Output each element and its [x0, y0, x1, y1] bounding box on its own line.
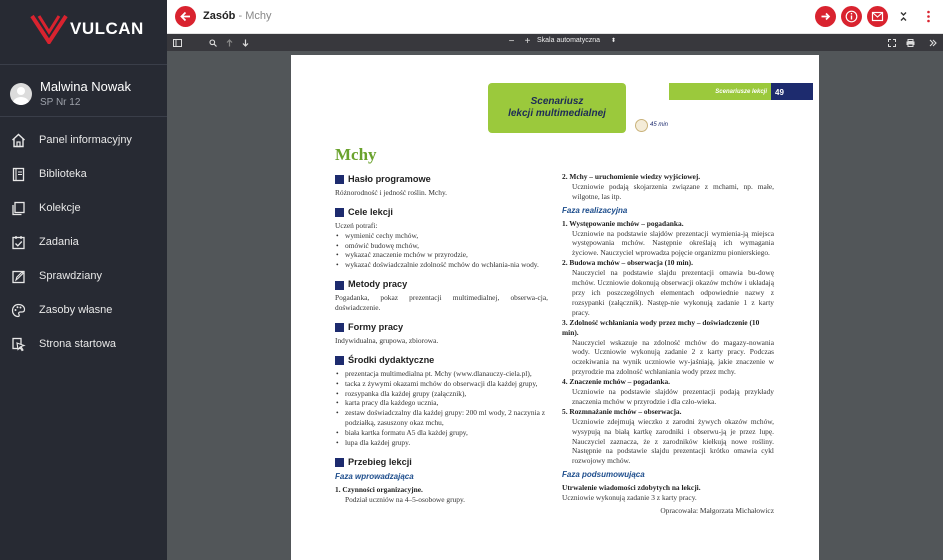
page-number: 49: [771, 83, 813, 100]
vulcan-logo[interactable]: [30, 14, 144, 44]
sidebar-item-label: Zasoby własne: [39, 304, 113, 316]
pdf-viewer[interactable]: [167, 51, 943, 560]
double-chevron-right-icon: [929, 39, 937, 47]
tools-button[interactable]: [927, 37, 938, 48]
list-item: • rozsypanka dla każdej grupy (załącznik),: [335, 389, 548, 399]
section-heading: Cele lekcji: [335, 208, 548, 218]
numbered-item: 4. Znaczenie mchów – pogadanka.: [562, 377, 670, 387]
arrow-right-icon: [820, 11, 831, 22]
sidebar-item-zasoby-wlasne[interactable]: [0, 293, 167, 327]
top-bar-actions: [815, 6, 943, 27]
info-icon: [845, 10, 858, 23]
user-name: Malwina Nowak: [40, 79, 132, 94]
section-heading: Formy pracy: [335, 323, 548, 333]
paragraph: Podział uczniów na 4–5-osobowe grupy.: [345, 494, 466, 504]
list-item: • wymienić cechy mchów,: [335, 231, 548, 241]
sidebar-item-kolekcje[interactable]: [0, 191, 167, 225]
list-item: • wykazać doświadczalnie zdolność mchów do wchłania-nia wody.: [335, 260, 548, 270]
toggle-sidebar-button[interactable]: [172, 37, 183, 48]
sidebar-item-zadania[interactable]: [0, 225, 167, 259]
sidebar-item-label: Panel informacyjny: [39, 134, 132, 146]
list-item: • karta pracy dla każdego ucznia,: [335, 398, 548, 408]
info-button[interactable]: [841, 6, 862, 27]
collapse-icon: [898, 11, 909, 22]
pdf-toolbar: [167, 34, 943, 51]
section-heading: Środki dydaktyczne: [335, 356, 548, 366]
sidebar-nav: [0, 123, 167, 361]
document-title: Mchy: [335, 145, 377, 164]
paragraph: Nauczyciel na podstawie slajdu prezentacji omawia bu-dowę mchów. Uczniowie dokonują obserwacji okazów mchów i układają przy ich poszczególnych elementach odpowiednie nazwy z rozsypanki (załącznik). Następ-nie wykonują zadanie 1 z karty pracy.: [572, 268, 774, 317]
start-page-icon: [10, 336, 26, 352]
numbered-item: 3. Zdolność wchłaniania wody przez mchy – doświadczenie (10 min).: [562, 317, 760, 337]
sidebar-item-panel[interactable]: [0, 123, 167, 157]
phase-heading: Faza realizacyjna: [562, 205, 628, 215]
previous-page-button[interactable]: [224, 37, 235, 48]
more-options-button[interactable]: [918, 6, 939, 27]
numbered-item: 5. Rozmnażanie mchów – obserwacja.: [562, 406, 682, 416]
list-item: • biała kartka formatu A5 dla każdej grupy,: [335, 428, 548, 438]
breadcrumb-title: Zasób: [203, 10, 236, 22]
home-icon: [10, 132, 26, 148]
phase-heading: Faza podsumowująca: [562, 470, 645, 480]
breadcrumb: [203, 10, 271, 22]
paragraph: Nauczyciel wskazuje na zdolność mchów do magazy-nowania wody. Uczniowie wykonują zadanie 2 z karty pracy. Podczas oczekiwania na wynik uczniowie wy-jaśniają, jakie znaczenie w przyrodzie ma zdolność wchłaniania wody przez mchy.: [572, 337, 774, 377]
paragraph: Uczeń potrafi:: [335, 220, 378, 230]
scenario-tag-line1: Scenariusz: [530, 96, 584, 107]
avatar: [10, 83, 32, 105]
list-item: • zestaw doświadczalny dla każdej grupy: 200 ml wody, 2 naczynia z podziałką, zasuszony okaz mchu,: [335, 408, 548, 428]
print-button[interactable]: [905, 37, 916, 48]
select-arrow-icon: ⬍: [611, 38, 617, 44]
search-button[interactable]: [207, 37, 218, 48]
search-icon: [209, 39, 217, 47]
list-item: • omówić budowę mchów,: [335, 241, 548, 251]
numbered-item: 2. Mchy – uruchomienie wiedzy wyjściowej.: [562, 172, 701, 181]
list-item: • wykazać znaczenie mchów w przyrodzie,: [335, 250, 548, 260]
list-item: • prezentacja multimedialna pt. Mchy (www.dlanauczy-ciela.pl),: [335, 369, 548, 379]
pdf-page: [291, 55, 819, 560]
paragraph: Uczniowie wykonują zadanie 3 z karty pracy.: [562, 493, 697, 503]
summary-heading: Utrwalenie wiadomości zdobytych na lekcji.: [562, 483, 701, 493]
numbered-item: 2. Budowa mchów – obserwacja (10 min).: [562, 258, 693, 268]
vulcan-logo-icon: [30, 14, 68, 44]
page-header-label: Scenariusze lekcji: [669, 83, 771, 100]
add-to-collection-button[interactable]: [815, 6, 836, 27]
test-icon: [10, 268, 26, 284]
sidebar-item-sprawdziany[interactable]: [0, 259, 167, 293]
arrow-up-icon: [226, 39, 233, 47]
back-button[interactable]: [175, 6, 196, 27]
breadcrumb-subtitle: Mchy: [245, 10, 272, 22]
section-heading: Przebieg lekcji: [335, 458, 548, 468]
zoom-select[interactable]: [537, 37, 616, 44]
task-icon: [10, 234, 26, 250]
user-profile[interactable]: [10, 79, 131, 108]
book-icon: [10, 166, 26, 182]
list-item: • lupa dla każdej grupy.: [335, 438, 548, 448]
scenario-tag-line2: lekcji multimedialnej: [508, 108, 606, 119]
paragraph: Indywidualna, grupowa, zbiorowa.: [335, 335, 439, 345]
sidebar-item-strona-startowa[interactable]: [0, 327, 167, 361]
right-column: [562, 172, 774, 516]
lesson-duration: 45 min: [650, 122, 669, 128]
sidebar-divider: [0, 116, 167, 117]
numbered-item: 1. Czynności organizacyjne.: [335, 484, 423, 494]
arrow-left-icon: [180, 11, 191, 22]
breadcrumb-separator: -: [238, 10, 243, 22]
list-item: • tacka z żywymi okazami mchów do obserwacji dla każdej grupy,: [335, 379, 548, 389]
paragraph: Uczniowie na podstawie slajdów prezentacji wymienia-ją miejsca występowania mchów. Następnie określają ich wymagania życiowe. Nauczyciel wprowadza pojęcie organizmu pionierskiego.: [572, 228, 774, 258]
author-credit: Opracowała: Małgorzata Michałowicz: [660, 506, 774, 515]
paragraph: Uczniowie zdejmują wieczko z zarodni żywych okazów mchów, wysypują na białą kartkę zarodniki i obserwu-ją je przez lupę. Nauczyciel zaznacza, że z zarodników kiełkują nowe rośliny. Następnie na podstawie slajdu prezentacji krótko omawia cykl rozwojowy mchów.: [572, 416, 774, 466]
top-bar: [167, 0, 943, 34]
clock-icon: [635, 119, 648, 132]
sidebar-item-label: Strona startowa: [39, 338, 117, 350]
paragraph: Różnorodność i jedność roślin. Mchy.: [335, 187, 448, 197]
next-page-button[interactable]: [240, 37, 251, 48]
section-heading: Metody pracy: [335, 280, 548, 290]
arrow-down-icon: [242, 39, 249, 47]
sidebar-item-biblioteka[interactable]: [0, 157, 167, 191]
presentation-mode-button[interactable]: [886, 37, 897, 48]
numbered-item: 1. Występowanie mchów – pogadanka.: [562, 218, 684, 228]
paragraph: Uczniowie podają skojarzenia związane z mchami, np. małe, wilgotne, las itp.: [572, 181, 774, 201]
paragraph: Pogadanka, pokaz prezentacji multimedialnej, obserwa-cja, doświadczenie.: [335, 293, 548, 313]
sidebar-item-label: Biblioteka: [39, 168, 87, 180]
collection-icon: [10, 200, 26, 216]
phase-heading: Faza wprowadzająca: [335, 471, 414, 481]
paragraph: Uczniowie na podstawie slajdów prezentacji podają przykłady znaczenia mchów w przyrodzie i dla czło-wieka.: [572, 387, 774, 406]
zoom-in-button[interactable]: +: [524, 36, 531, 47]
section-heading: Hasło programowe: [335, 175, 548, 185]
collapse-button[interactable]: [893, 6, 914, 27]
sidebar-divider: [0, 64, 167, 65]
sidebar-toggle-icon: [173, 39, 182, 47]
envelope-icon: [871, 10, 884, 23]
print-icon: [906, 39, 915, 47]
kebab-menu-icon: [926, 10, 931, 23]
zoom-out-button[interactable]: −: [508, 36, 515, 47]
logo-text: VULCAN: [70, 19, 144, 38]
sidebar-item-label: Kolekcje: [39, 202, 81, 214]
user-school: SP Nr 12: [40, 97, 81, 108]
send-button[interactable]: [867, 6, 888, 27]
palette-icon: [10, 302, 26, 318]
scenario-tag: [488, 83, 626, 133]
sidebar-item-label: Zadania: [39, 236, 79, 248]
sidebar-item-label: Sprawdziany: [39, 270, 102, 282]
fullscreen-icon: [888, 39, 896, 47]
sidebar: [0, 0, 167, 560]
left-column: [335, 175, 548, 505]
zoom-select-value: Skala automatyczna: [537, 37, 601, 44]
